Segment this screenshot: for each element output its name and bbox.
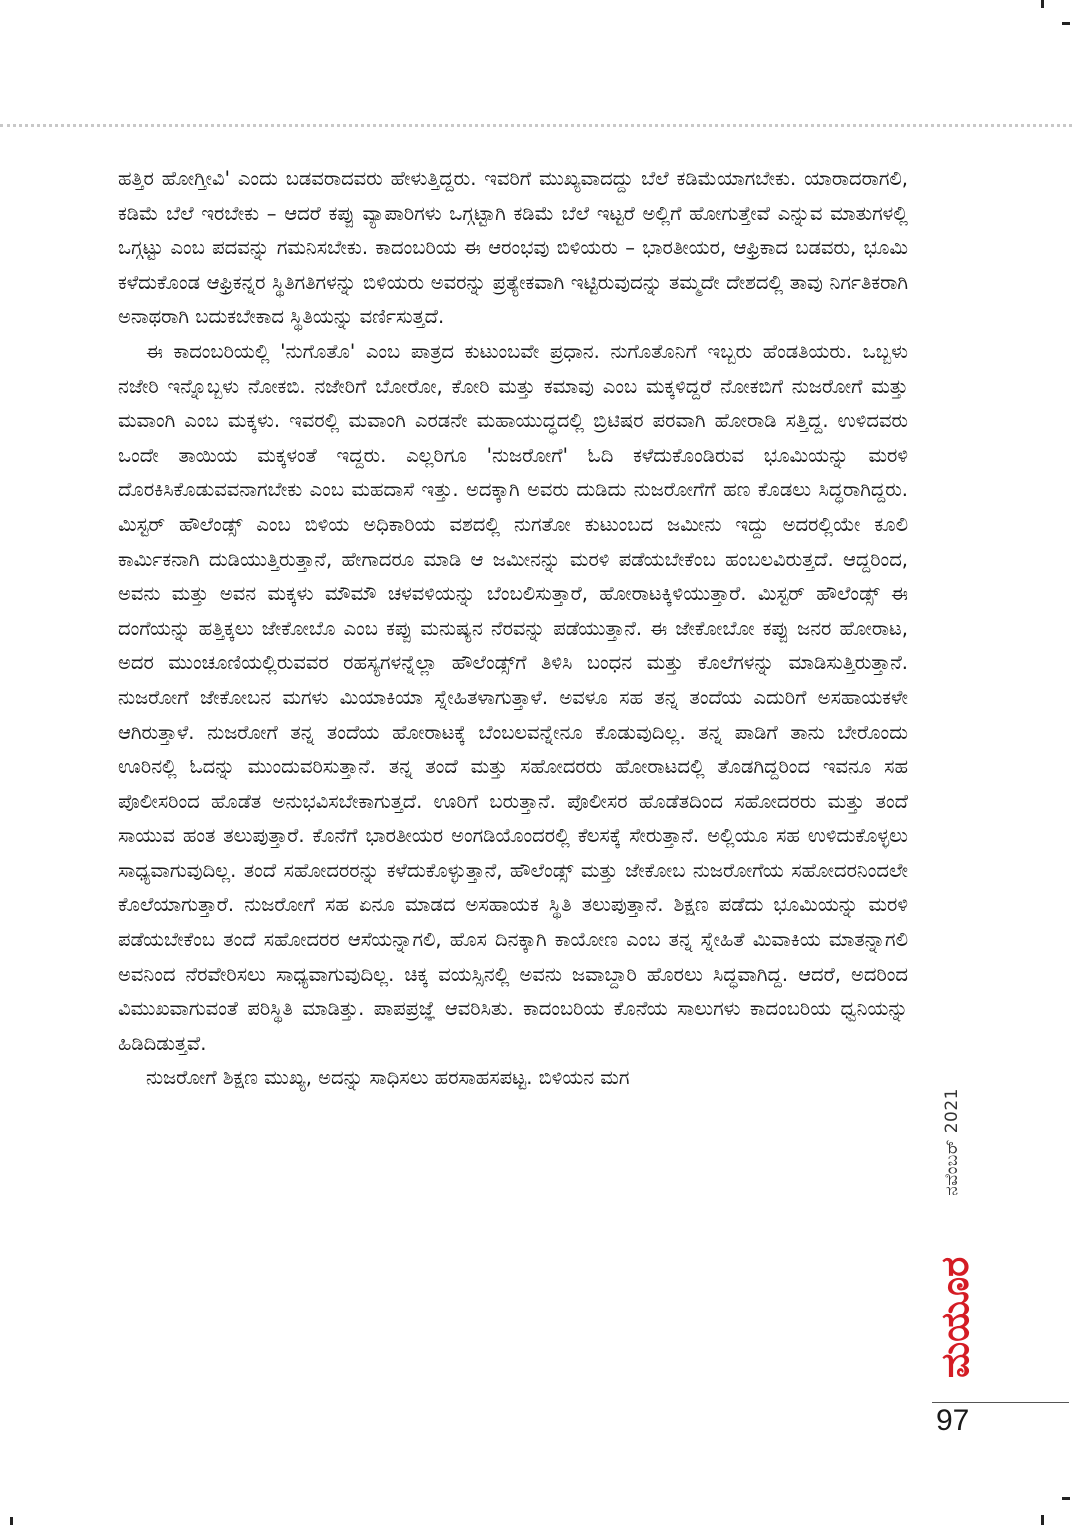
header-dotted-rule — [0, 124, 1072, 127]
magazine-title-logo: ಮಯೂರ — [933, 1256, 977, 1378]
article-body — [118, 162, 908, 1096]
crop-mark-bottom-right — [1041, 1515, 1044, 1525]
page-number: 97 — [936, 1404, 970, 1437]
page-number-rule — [932, 1402, 1069, 1403]
crop-mark-bottom-left — [10, 1517, 13, 1525]
crop-mark-top-right-tick — [1062, 22, 1070, 25]
paragraph-1: ಹತ್ತಿರ ಹೋಗ್ತೀವಿ' ಎಂದು ಬಡವರಾದವರು ಹೇಳುತ್ತಿದ್ದರು. ಇವರಿಗೆ ಮುಖ್ಯವಾದದ್ದು ಬೆಲೆ ಕಡಿಮೆಯಾಗಬೇಕು. ಯಾರಾದರಾಗಲಿ, ಕಡಿಮೆ ಬೆಲೆ ಇರಬೇಕು – ಆದರೆ ಕಪ್ಪು ವ್ಯಾಪಾರಿಗಳು ಒಗ್ಗಟ್ಟಾಗಿ ಕಡಿಮೆ ಬೆಲೆ ಇಟ್ಟರೆ ಅಲ್ಲಿಗೆ ಹೋಗುತ್ತೇವೆ ಎನ್ನುವ ಮಾತುಗಳಲ್ಲಿ ಒಗ್ಗಟ್ಟು ಎಂಬ ಪದವನ್ನು ಗಮನಿಸಬೇಕು. ಕಾದಂಬರಿಯ ಈ ಆರಂಭವು ಬಿಳಿಯರು – ಭಾರತೀಯರ, ಆಫ್ರಿಕಾದ ಬಡವರು, ಭೂಮಿ ಕಳೆದುಕೊಂಡ ಆಫ್ರಿಕನ್ನರ ಸ್ಥಿತಿಗತಿಗಳನ್ನು ಬಿಳಿಯರು ಅವರನ್ನು ಪ್ರತ್ಯೇಕವಾಗಿ ಇಟ್ಟಿರುವುದನ್ನು ತಮ್ಮದೇ ದೇಶದಲ್ಲಿ ತಾವು ನಿರ್ಗತಿಕರಾಗಿ ಅನಾಥರಾಗಿ ಬದುಕಬೇಕಾದ ಸ್ಥಿತಿಯನ್ನು ವರ್ಣಿಸುತ್ತದೆ. — [118, 167, 908, 329]
issue-date: ನವೆಂಬರ್ 2021 — [942, 1088, 962, 1196]
crop-mark-bottom-right-tick — [1062, 1497, 1070, 1500]
crop-mark-top-right — [1041, 0, 1044, 8]
paragraph-3: ನುಜರೋಗೆ ಶಿಕ್ಷಣ ಮುಖ್ಯ, ಅದನ್ನು ಸಾಧಿಸಲು ಹರಸಾಹಸಪಟ್ಟ. ಬಿಳಿಯನ ಮಗ — [146, 1066, 630, 1090]
paragraph-2: ಈ ಕಾದಂಬರಿಯಲ್ಲಿ 'ನುಗೊತೊ' ಎಂಬ ಪಾತ್ರದ ಕುಟುಂಬವೇ ಪ್ರಧಾನ. ನುಗೊತೊನಿಗೆ ಇಬ್ಬರು ಹೆಂಡತಿಯರು. ಒಬ್ಬಳು ನಜೇರಿ ಇನ್ನೊಬ್ಬಳು ನೋಕಬಿ. ನಜೇರಿಗೆ ಬೋರೋ, ಕೋರಿ ಮತ್ತು ಕಮಾವು ಎಂಬ ಮಕ್ಕಳಿದ್ದರೆ ನೋಕಬಿಗೆ ನುಜರೋಗೆ ಮತ್ತು ಮವಾಂಗಿ ಎಂಬ ಮಕ್ಕಳು. ಇವರಲ್ಲಿ ಮವಾಂಗಿ ಎರಡನೇ ಮಹಾಯುದ್ಧದಲ್ಲಿ ಬ್ರಿಟಿಷರ ಪರವಾಗಿ ಹೋರಾಡಿ ಸತ್ತಿದ್ದ. ಉಳಿದವರು ಒಂದೇ ತಾಯಿಯ ಮಕ್ಕಳಂತೆ ಇದ್ದರು. ಎಲ್ಲರಿಗೂ 'ನುಜರೋಗೆ' ಓದಿ ಕಳೆದುಕೊಂಡಿರುವ ಭೂಮಿಯನ್ನು ಮರಳಿ ದೊರಕಿಸಿಕೊಡುವವನಾಗಬೇಕು ಎಂಬ ಮಹದಾಸೆ ಇತ್ತು. ಅದಕ್ಕಾಗಿ ಅವರು ದುಡಿದು ನುಜರೋಗೆಗೆ ಹಣ ಕೊಡಲು ಸಿದ್ಧರಾಗಿದ್ದರು. ಮಿಸ್ಟರ್ ಹೌಲೆಂಡ್ಸ್ ಎಂಬ ಬಿಳಿಯ ಅಧಿಕಾರಿಯ ವಶದಲ್ಲಿ ನುಗತೋ ಕುಟುಂಬದ ಜಮೀನು ಇದ್ದು ಅದರಲ್ಲಿಯೇ ಕೂಲಿ ಕಾರ್ಮಿಕನಾಗಿ ದುಡಿಯುತ್ತಿರುತ್ತಾನೆ, ಹೇಗಾದರೂ ಮಾಡಿ ಆ ಜಮೀನನ್ನು ಮರಳಿ ಪಡೆಯಬೇಕೆಂಬ ಹಂಬಲವಿರುತ್ತದೆ. ಆದ್ದರಿಂದ, ಅವನು ಮತ್ತು ಅವನ ಮಕ್ಕಳು ಮೌಮೌ ಚಳವಳಿಯನ್ನು ಬೆಂಬಲಿಸುತ್ತಾರೆ, ಹೋರಾಟಕ್ಕಿಳಿಯುತ್ತಾರೆ. ಮಿಸ್ಟರ್ ಹೌಲೆಂಡ್ಸ್ ಈ ದಂಗೆಯನ್ನು ಹತ್ತಿಕ್ಕಲು ಜೇಕೋಬೊ ಎಂಬ ಕಪ್ಪು ಮನುಷ್ಯನ ನೆರವನ್ನು ಪಡೆಯುತ್ತಾನೆ. ಈ ಜೇಕೋಬೋ ಕಪ್ಪು ಜನರ ಹೋರಾಟ, ಅದರ ಮುಂಚೂಣಿಯಲ್ಲಿರುವವರ ರಹಸ್ಯಗಳನ್ನೆಲ್ಲಾ ಹೌಲೆಂಡ್ಸ್‌ಗೆ ತಿಳಿಸಿ ಬಂಧನ ಮತ್ತು ಕೊಲೆಗಳನ್ನು ಮಾಡಿಸುತ್ತಿರುತ್ತಾನೆ. ನುಜರೋಗೆ ಜೇಕೋಬನ ಮಗಳು ಮಿಯಾಕಿಯಾ ಸ್ನೇಹಿತಳಾಗುತ್ತಾಳೆ. ಅವಳೂ ಸಹ ತನ್ನ ತಂದೆಯ ಎದುರಿಗೆ ಅಸಹಾಯಕಳೇ ಆಗಿರುತ್ತಾಳೆ. ನುಜರೋಗೆ ತನ್ನ ತಂದೆಯ ಹೋರಾಟಕ್ಕೆ ಬೆಂಬಲವನ್ನೇನೂ ಕೊಡುವುದಿಲ್ಲ. ತನ್ನ ಪಾಡಿಗೆ ತಾನು ಬೇರೊಂದು ಊರಿನಲ್ಲಿ ಓದನ್ನು ಮುಂದುವರಿಸುತ್ತಾನೆ. ತನ್ನ ತಂದೆ ಮತ್ತು ಸಹೋದರರು ಹೋರಾಟದಲ್ಲಿ ತೊಡಗಿದ್ದರಿಂದ ಇವನೂ ಸಹ ಪೊಲೀಸರಿಂದ ಹೊಡೆತ ಅನುಭವಿಸಬೇಕಾಗುತ್ತದೆ. ಊರಿಗೆ ಬರುತ್ತಾನೆ. ಪೊಲೀಸರ ಹೊಡೆತದಿಂದ ಸಹೋದರರು ಮತ್ತು ತಂದೆ ಸಾಯುವ ಹಂತ ತಲುಪುತ್ತಾರೆ. ಕೊನೆಗೆ ಭಾರತೀಯರ ಅಂಗಡಿಯೊಂದರಲ್ಲಿ ಕೆಲಸಕ್ಕೆ ಸೇರುತ್ತಾನೆ. ಅಲ್ಲಿಯೂ ಸಹ ಉಳಿದುಕೊಳ್ಳಲು ಸಾಧ್ಯವಾಗುವುದಿಲ್ಲ. ತಂದೆ ಸಹೋದರರನ್ನು ಕಳೆದುಕೊಳ್ಳುತ್ತಾನೆ, ಹೌಲೆಂಡ್ಸ್ ಮತ್ತು ಜೇಕೋಬ ನುಜರೋಗೆಯ ಸಹೋದರನಿಂದಲೇ ಕೊಲೆಯಾಗುತ್ತಾರೆ. ನುಜರೋಗೆ ಸಹ ಏನೂ ಮಾಡದ ಅಸಹಾಯಕ ಸ್ಥಿತಿ ತಲುಪುತ್ತಾನೆ. ಶಿಕ್ಷಣ ಪಡೆದು ಭೂಮಿಯನ್ನು ಮರಳಿ ಪಡೆಯಬೇಕೆಂಬ ತಂದೆ ಸಹೋದರರ ಆಸೆಯನ್ನಾಗಲಿ, ಹೊಸ ದಿನಕ್ಕಾಗಿ ಕಾಯೋಣ ಎಂಬ ತನ್ನ ಸ್ನೇಹಿತೆ ಮಿವಾಕಿಯ ಮಾತನ್ನಾಗಲಿ ಅವನಿಂದ ನೆರವೇರಿಸಲು ಸಾಧ್ಯವಾಗುವುದಿಲ್ಲ. ಚಿಕ್ಕ ವಯಸ್ಸಿನಲ್ಲಿ ಅವನು ಜವಾಬ್ದಾರಿ ಹೊರಲು ಸಿದ್ಧವಾಗಿದ್ದ. ಆದರೆ, ಅದರಿಂದ ವಿಮುಖವಾಗುವಂತೆ ಪರಿಸ್ಥಿತಿ ಮಾಡಿತ್ತು. ಪಾಪಪ್ರಜ್ಞೆ ಆವರಿಸಿತು. ಕಾದಂಬರಿಯ ಕೊನೆಯ ಸಾಲುಗಳು ಕಾದಂಬರಿಯ ಧ್ವನಿಯನ್ನು ಹಿಡಿದಿಡುತ್ತವೆ. — [118, 339, 908, 1055]
page-sidebar — [932, 1088, 982, 1388]
